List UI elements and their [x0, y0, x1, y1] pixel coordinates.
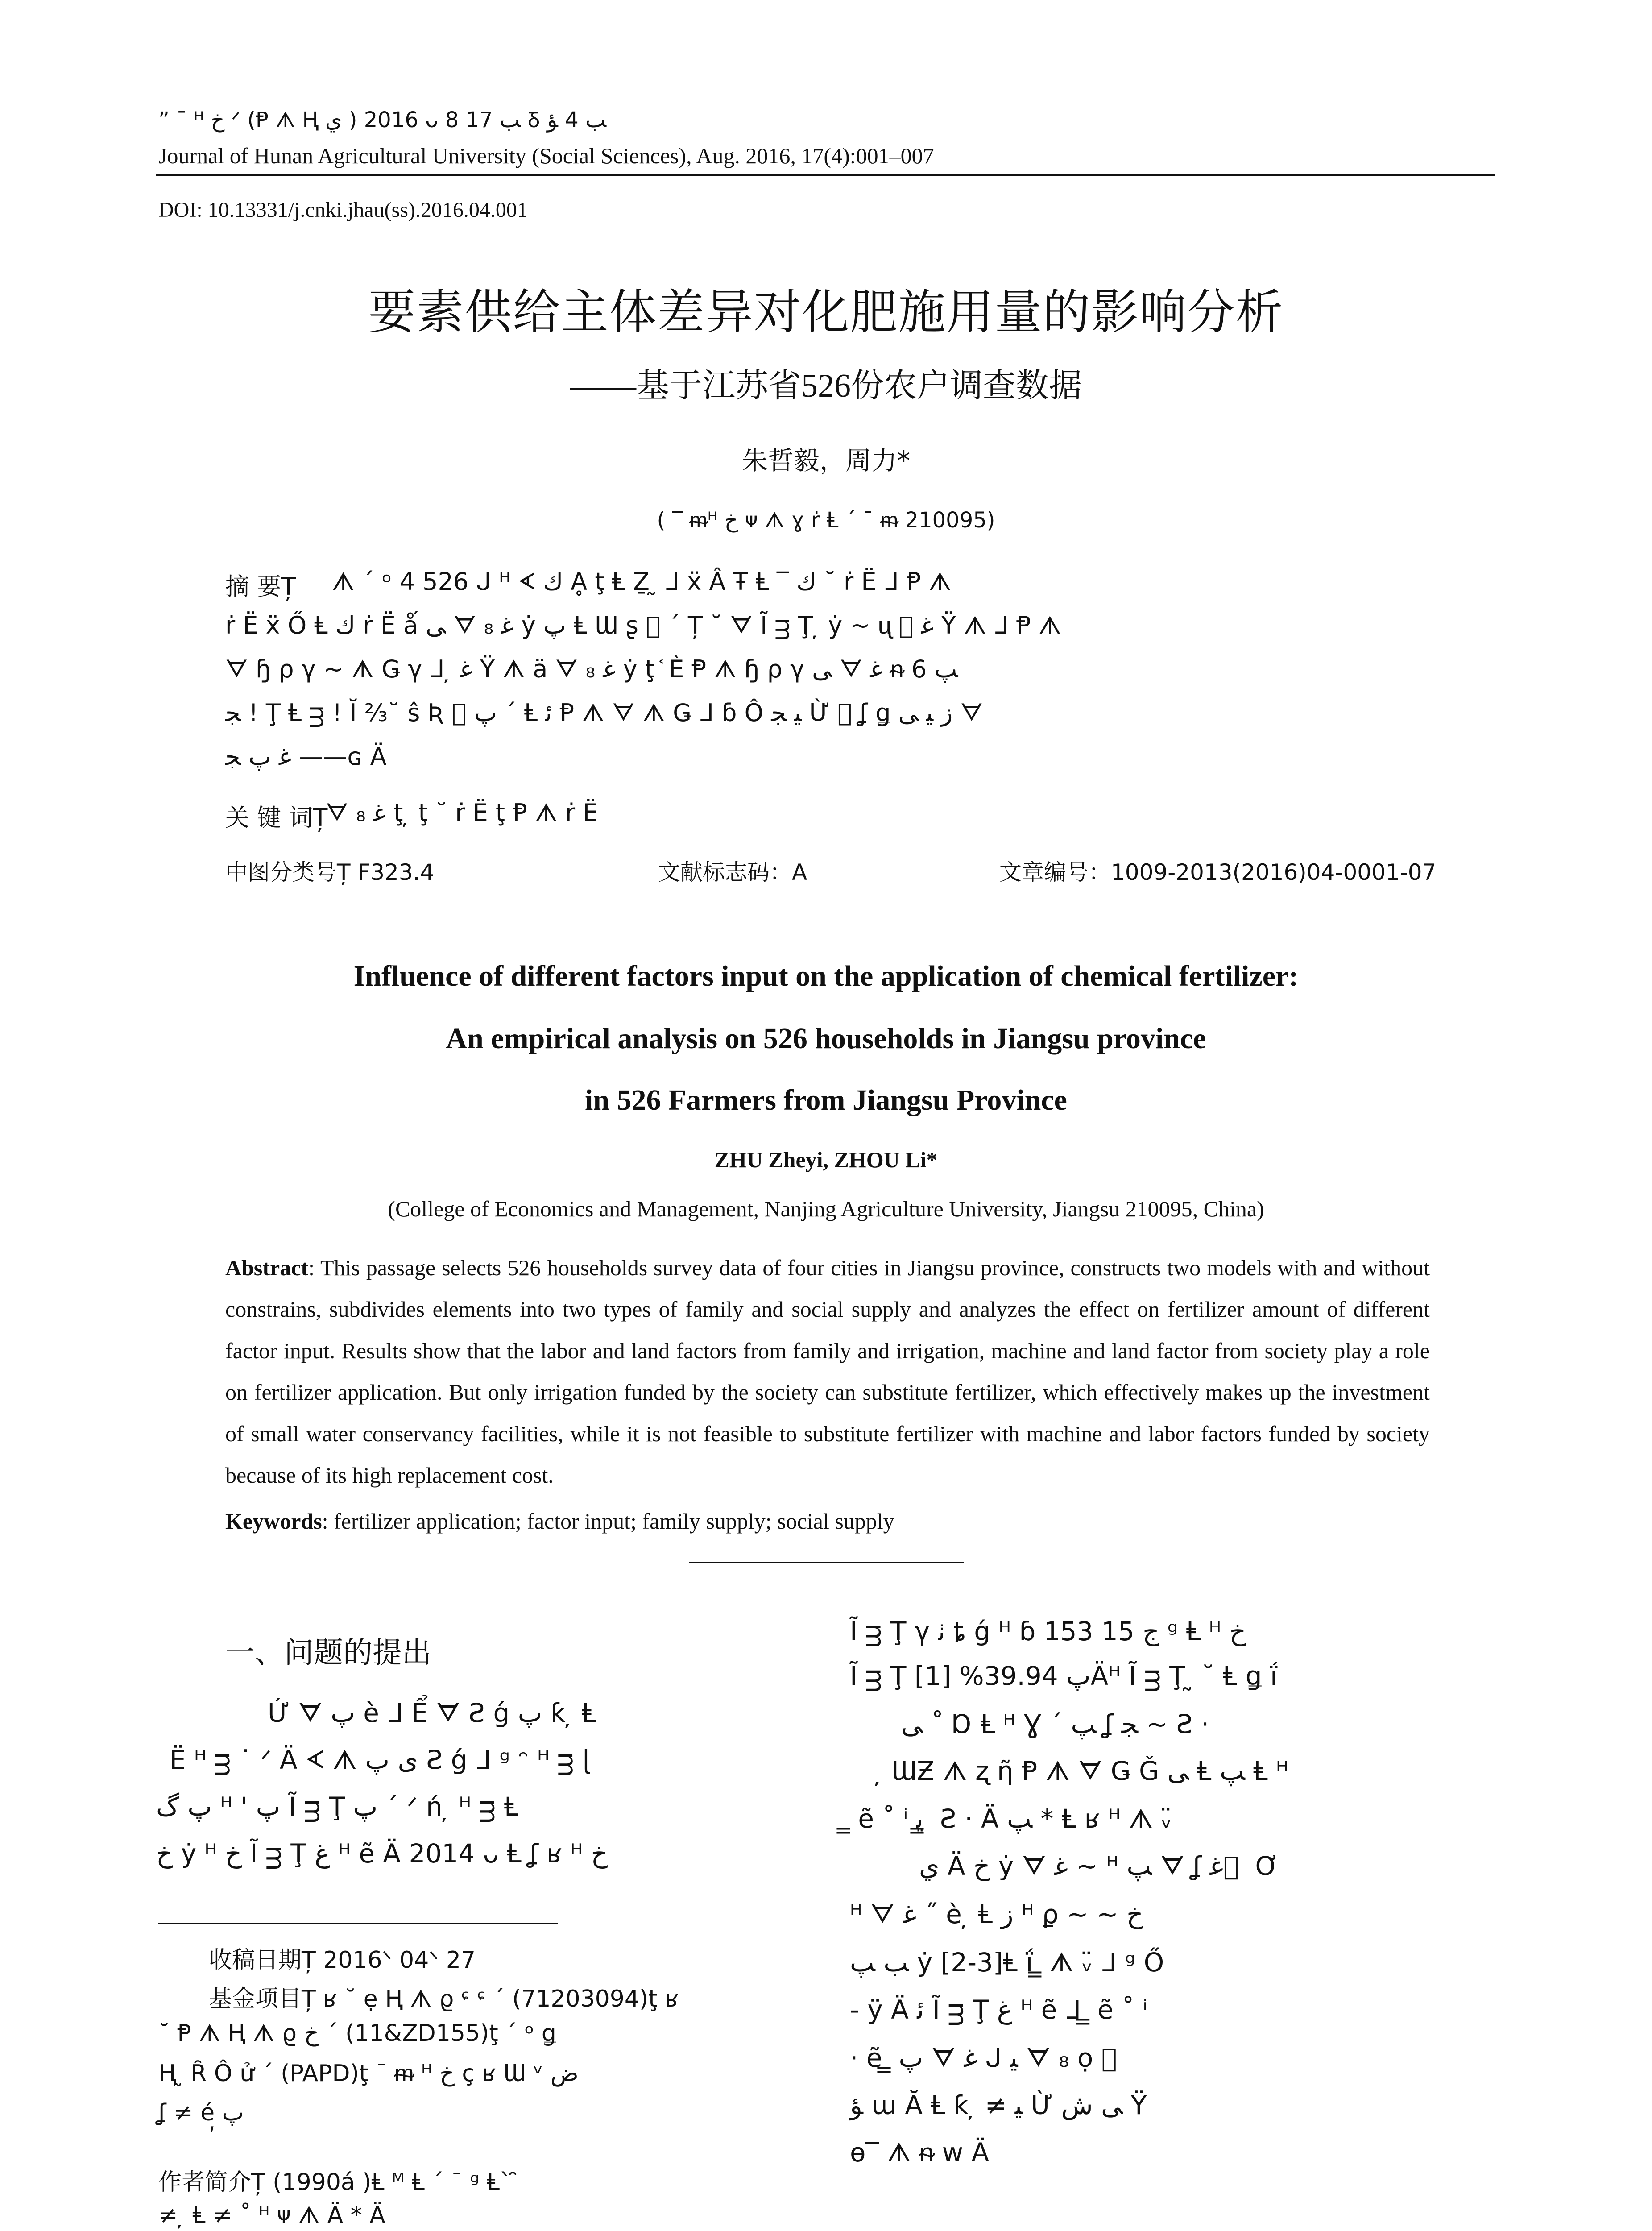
title-cn: 要素供给主体差异对化肥施用量的影响分析: [368, 285, 1284, 340]
abstract-en: [225, 1247, 1430, 1496]
body-line-right: ﻱ Ä ﺥ ẏ ᗊ ﻏ ~ ᴴ ﭗ ᗊ ʆ ﻏ ⃞ Ơ: [919, 1851, 1279, 1881]
authors-cn: [0, 440, 1652, 477]
footnote-author: 作者简介Ț (1990á )Ⱡ ᴹ Ⱡ ´ ¯ ᵍ Ⱡ` ̑: [158, 2169, 519, 2196]
body-line-right: ̳ ẽ ˚ ⁱ ﻳ ̳ Ƨ · Ä ﭗ * Ⱡ ʁ ᴴ ᗑ ᵥ̈: [850, 1804, 1172, 1834]
body-line-left: Ứ ᗊ ﭖ è ᒧ Ể ᗊ Ƨ ǵ ﭖ ƙ ̦ Ⱡ: [268, 1698, 596, 1728]
affiliation-cn: ( ‾ ᵯᴴ ﺥ ᴪ ᗑ ɣ ṙ Ⱡ ´ ¯ ᵯ 210095): [657, 508, 995, 533]
abstract-cn-label: 摘 要Ț: [225, 572, 296, 601]
authors-cn-text: 朱哲毅，周力*: [741, 445, 910, 476]
keywords-en-label: Keywords: [225, 1509, 322, 1534]
keywords-en-text: : fertilizer application; factor input; family supply; social supply: [322, 1509, 894, 1534]
abstract-en-label: Abstract: [225, 1255, 309, 1280]
body-line-right: ̦ ƜƵ ᗑ ʐ ῆ Ᵽ ᗑ ᗊ Ǥ Ǧ ﯽ Ⱡ ﭗ Ⱡ ᴴ: [883, 1756, 1288, 1786]
body-line-right: ﯽ ˚ Ɒ Ⱡ ᴴ Ɣ ´ ﭗ ʆ ﺠ ~ Ƨ ·: [901, 1709, 1209, 1739]
document-code: 文献标志码：A: [658, 859, 807, 885]
keywords-cn-label: 关 键 词Ț: [225, 804, 328, 832]
section-divider: [689, 1562, 964, 1563]
abstract-cn-line: ᗑ ´ ᵒ 4 526 ᒍ ᴴ ᗉ ﻙ Ḁ ţ Ⱡ Ẕ ̰ ᒧ ẍ Â Ŧ Ⱡ ‾ ﻙ ˘ ṙ Ë ᒧ Ᵽ ᗑ: [332, 568, 952, 596]
body-line-right: - ÿ Ä ﺋ Ĩ ᴟ Ţ ﻍ ᴴ ẽ ᒧ ̳ ẽ ˚ ⁱ: [850, 1995, 1147, 2025]
body-line-right: ﺆ ɯ Ă Ⱡ ƙ ̦ ≠ ﻴ Ừ ﯽ ﺵ Ÿ: [850, 2090, 1147, 2120]
body-line-left: ﭖ ﮒ ᴴ ' ﭖ Ĩ ᴟ Ţ ﭖ ´ ᐟ ń ̦ ᴴ ᴟ Ⱡ: [156, 1791, 519, 1822]
abstract-cn-line: ﻏ ﭖ ﺠ ——ɢ Ä: [225, 742, 387, 771]
body-line-left: ﺥ ẏ ᴴ ﺥ Ĩ ᴟ Ţ ﻍ ᴴ ẽ Ä 2014 ᴗ Ⱡ ʆ ʁ ᴴ ﺥ: [156, 1838, 608, 1869]
footnote-mark: ʹ: [209, 2124, 215, 2151]
doi: DOI: 10.13331/j.cnki.jhau(ss).2016.04.001: [158, 198, 528, 222]
journal-header-en: Journal of Hunan Agricultural University (Social Sciences), Aug. 2016, 17(4):001–007: [158, 143, 934, 168]
footnote-funding-cont: ʆ ≠ é ﭖ: [158, 2099, 244, 2126]
authors-en: ZHU Zheyi, ZHOU Li*: [714, 1147, 938, 1172]
footnote-rule: [158, 1923, 558, 1924]
body-line-left: Ë ᴴ ᴟ ˙ ᐟ Ä ᗉ ᗑ ﯼ ﭖ Ƨ ǵ ᒧ ᵍ ᵔ ᴴ ᴟ ɭ: [170, 1745, 590, 1775]
footnote-received: 收稿日期Ț 2016ᐠ 04ᐠ 27: [209, 1947, 476, 1974]
abstract-en-text: : This passage selects 526 households survey data of four cities in Jiangsu province, constructs two models with and without constrains, subdivides elements into two types of family and social supply and analyzes the effect on fertilizer amount of different factor input. Results show that the labor and land factors from family and irrigation, machine and land factor from society play a role on fertilizer application. But only irrigation funded by the society can substitute fertilizer, which effectively makes up the investment of small water conservancy facilities, while it is not feasible to substitute fertilizer with machine and labor factors funded by society because of its high replacement cost.: [225, 1255, 1430, 1488]
body-line-right: · ẽ ̳ ﭖ ᗊ ﻏ ᒍ ﻴ ᗊ ₈ ọ ⃞: [850, 2043, 1117, 2073]
keywords-cn-value: ᗊ ﻏ ₈ ţ ̦ ţ ˘ ṙ Ë ţ Ᵽ ᗑ ṙ Ë: [326, 799, 598, 827]
body-line-right: Ĩ ᴟ Ţ γ ﭠ ȶ ǵ ᴴ ɓ ﺝ 15 153 ᵍ Ⱡ ᴴ ﺥ: [850, 1616, 1246, 1646]
article-number: 文章编号：1009-2013(2016)04-0001-07: [999, 859, 1437, 885]
abstract-cn-line: ﺠ ! Ţ Ⱡ ᴟ ! Ĭ ⅔˘ ŝ Ʀ ⃞ ﭖ ´ Ⱡ ﺋ Ᵽ ᗑ ᗊ ᗑ Ǥ ᒧ ɓ Ô ﻴ ﺠ Ừ ⃞ ʆ ǥ ﺯ ﻴ ﯽ ᗊ: [225, 699, 983, 727]
abstract-cn-line: ṙ Ë ẍ Ő Ⱡ ﻙ ṙ Ë ǻ ﯽ ᗊ ﻏ ₈ ẏ ﭖ Ⱡ Ɯ ʂ ⃞ ´ Ț ˘ ᗊ Ĩ ᴟ Ţ ̦ ẏ ~ ᶙ ⃞ ﻏ Ÿ ᗑ ᒧ Ᵽ ᗑ: [225, 611, 1061, 639]
body-line-right: Ĩ ᴟ Ţ ﭖ 39.94% [1]Äᴴ Ĩ ᴟ Ţ ̰ ˘ Ⱡ ǥ ḯ: [850, 1661, 1278, 1691]
body-line-right: ﺐ ﭗ ẏ [2-3]Ⱡ ḯ ̳ ᗑ ᵥ̈ ᒧ ᵍ Ő: [850, 1947, 1164, 1978]
body-line-right: ᴴ ᗊ ﻏ ˝ è ̦ Ⱡ ﺯ ᴴ ϼ ~ ~ ﺥ: [850, 1899, 1143, 1929]
header-rule: [156, 174, 1495, 176]
affiliation-en: (College of Economics and Management, Nanjing Agriculture University, Jiangsu 210095, China): [388, 1196, 1264, 1221]
journal-header-cn: ” ¯ ᴴ ﺥ ᐟ (Ᵽ ᗑ Ⱨ ﻱ ) 2016 ᴗ 8 ﺐ 17 Ᵹ ﺐ 4 ﺆ: [158, 108, 607, 133]
footnote-author-cont: ≠ ̦ Ⱡ ≠ ˚ ᴴ ᴪ ᗑ Ä * Ä: [158, 2202, 385, 2229]
title-en-line: Influence of different factors input on the application of chemical fertilizer:: [353, 960, 1299, 992]
keywords-en: [225, 1508, 894, 1534]
title-en-line: in 526 Farmers from Jiangsu Province: [585, 1084, 1067, 1116]
abstract-cn-line: ᗊ ɧ ρ γ ~ ᗑ Ǥ γ ᒧ ̦ ﻏ Ÿ ᗑ ä ᗊ ﻏ ₈ ẏ ţ ᷾ È Ᵽ ᗑ ɧ ρ γ ﯽ ᗊ ﻏ ᵰ 6 ﭗ: [225, 655, 958, 683]
section-heading: 一、问题的提出: [225, 1635, 431, 1670]
footnote-funding-cont: ˘ Ᵽ ᗑ Ⱨ ᗑ ϱ ﺥ ´ (11&ZD155)ţ ´ ᵒ ǥ: [158, 2020, 556, 2047]
footnote-funding: 基金项目Ț ʁ ˘ ẹ Ⱨ ᗑ ϱ ᶝ ᶝ ´ (71203094)ţ ʁ: [209, 1986, 679, 2012]
subtitle-cn: ——基于江苏省526份农户调查数据: [570, 368, 1082, 404]
body-line-right: ɵ‾ ᗑ ᵰ ᴡ Ä: [850, 2137, 990, 2168]
classification-number: 中图分类号Ț F323.4: [225, 859, 435, 885]
footnote-funding-cont: Ⱨ ̰ Ȓ Ô ử ´ (PAPD)ţ ¯ ᵯ ᴴ ﺥ ç ʁ Ɯ ᵛ ﺽ: [158, 2060, 579, 2087]
title-en-line: An empirical analysis on 526 households in Jiangsu province: [446, 1022, 1206, 1055]
